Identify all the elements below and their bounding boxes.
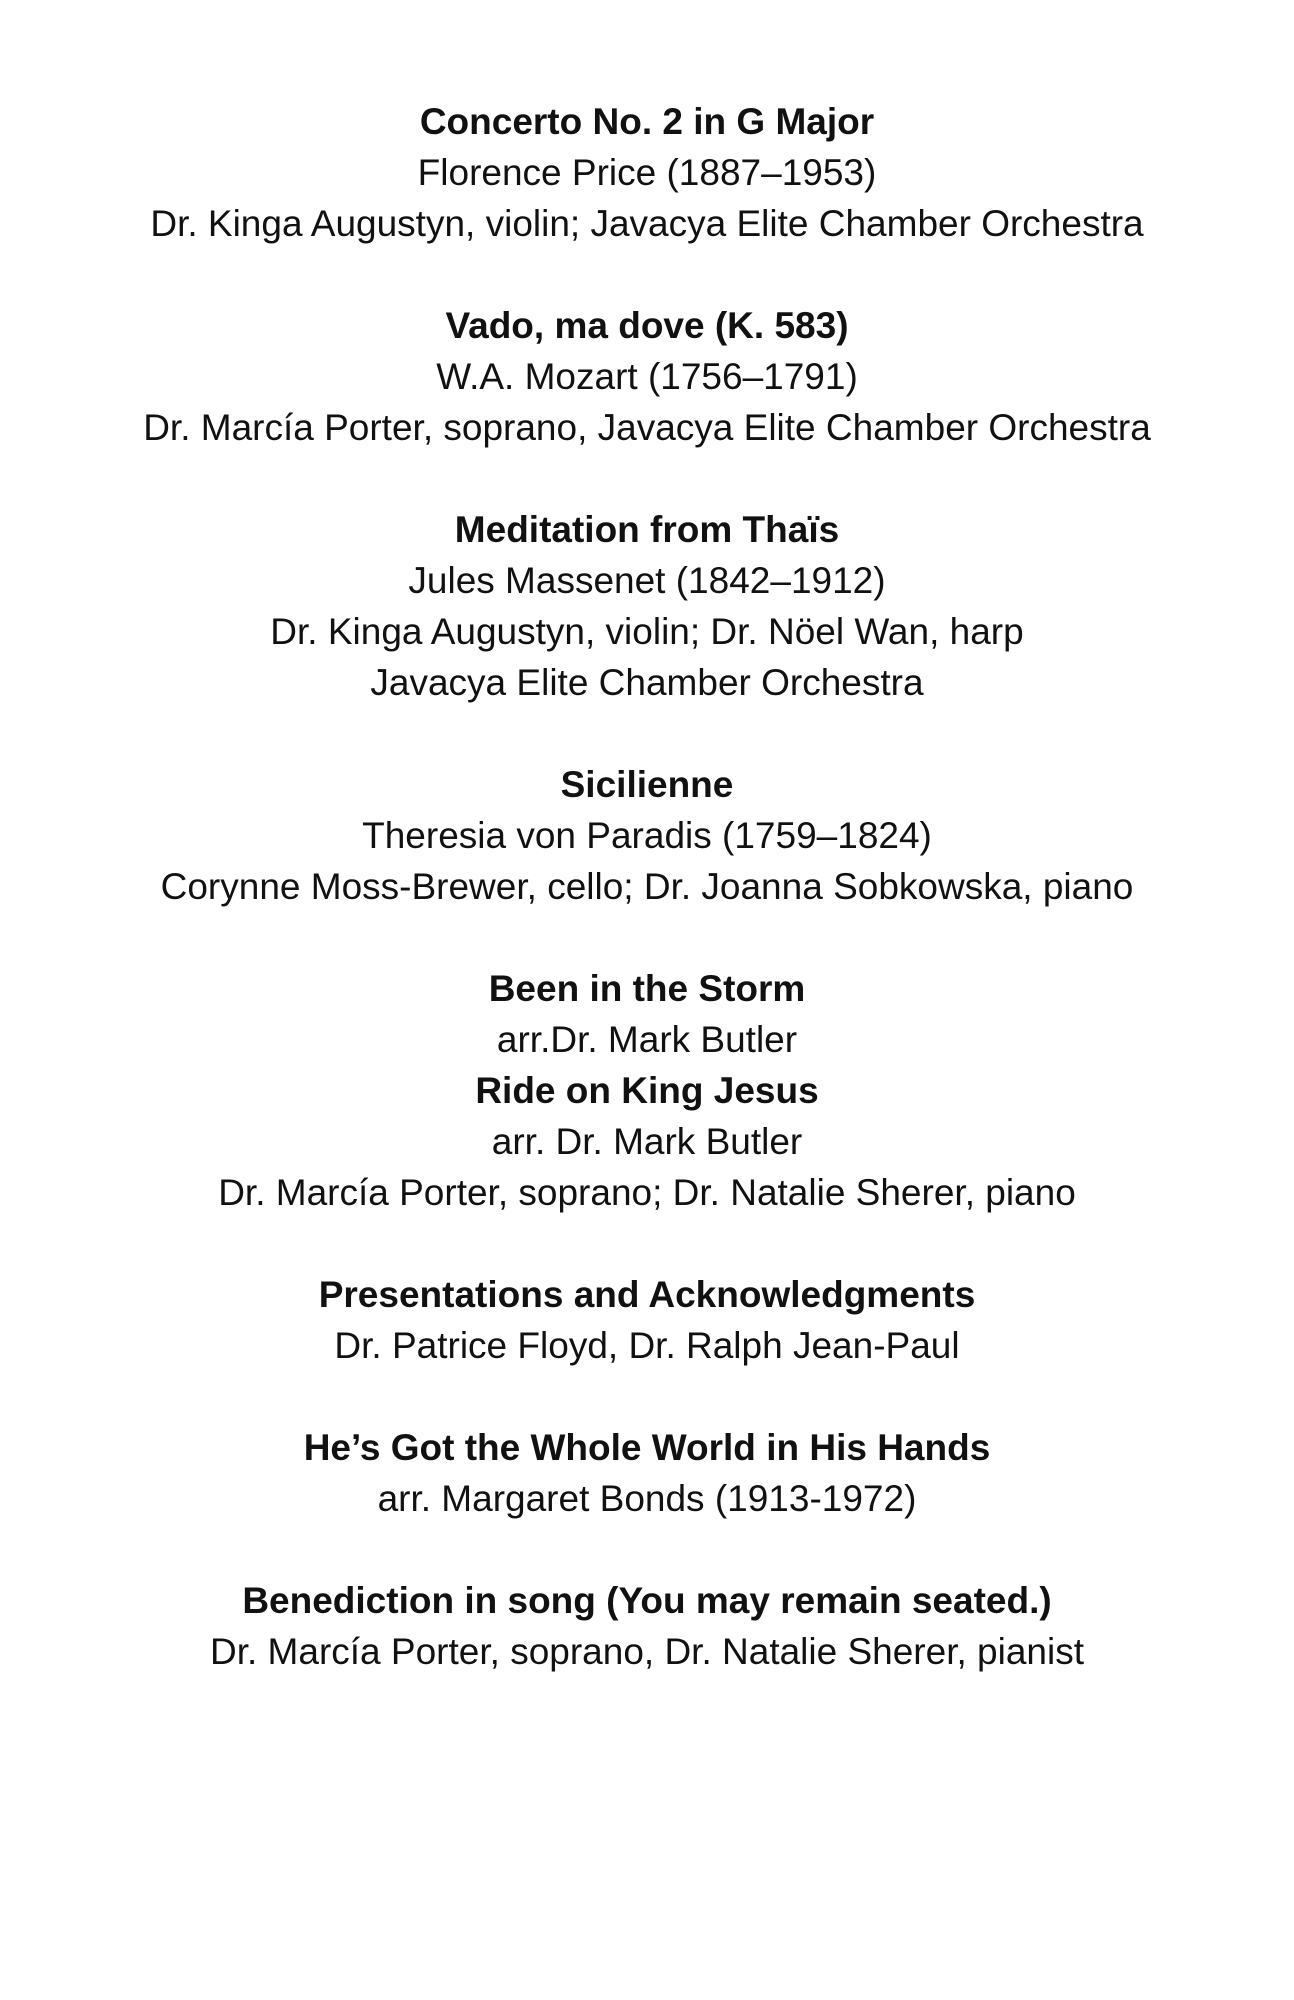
arranger-second: arr. Dr. Mark Butler — [491, 1121, 803, 1162]
arranger: arr.Dr. Mark Butler — [496, 1019, 798, 1060]
program-item-benediction — [0, 1575, 1294, 1677]
piece-title: Sicilienne — [560, 764, 734, 805]
piece-title: Been in the Storm — [488, 968, 806, 1009]
program-item-spirituals — [0, 963, 1294, 1218]
program-item-vado-ma-dove — [0, 300, 1294, 453]
program-item-sicilienne — [0, 759, 1294, 912]
arranger: arr. Margaret Bonds (1913-1972) — [377, 1478, 917, 1519]
composer: Theresia von Paradis (1759–1824) — [362, 815, 932, 856]
performers-ensemble: Javacya Elite Chamber Orchestra — [370, 662, 924, 703]
program-item-presentations — [0, 1269, 1294, 1371]
piece-title-second: Ride on King Jesus — [475, 1070, 819, 1111]
composer: Jules Massenet (1842–1912) — [408, 560, 886, 601]
presenters: Dr. Patrice Floyd, Dr. Ralph Jean-Paul — [334, 1325, 960, 1366]
piece-title: Benediction in song (You may remain seated.) — [242, 1580, 1052, 1621]
performers: Dr. Kinga Augustyn, violin; Javacya Elite Chamber Orchestra — [150, 203, 1144, 244]
performers: Corynne Moss-Brewer, cello; Dr. Joanna Sobkowska, piano — [160, 866, 1134, 907]
composer: Florence Price (1887–1953) — [417, 152, 877, 193]
piece-title: Vado, ma dove (K. 583) — [445, 305, 849, 346]
performers: Dr. Marcía Porter, soprano, Dr. Natalie Sherer, pianist — [210, 1631, 1084, 1672]
program-item-whole-world — [0, 1422, 1294, 1524]
piece-title: Presentations and Acknowledgments — [318, 1274, 976, 1315]
performers: Dr. Marcía Porter, soprano, Javacya Elite Chamber Orchestra — [143, 407, 1151, 448]
program-item-meditation — [0, 504, 1294, 708]
program-item-concerto — [0, 96, 1294, 249]
composer: W.A. Mozart (1756–1791) — [436, 356, 858, 397]
program-listing — [0, 96, 1294, 1728]
piece-title: Concerto No. 2 in G Major — [419, 101, 875, 142]
performers: Dr. Marcía Porter, soprano; Dr. Natalie Sherer, piano — [218, 1172, 1076, 1213]
performers: Dr. Kinga Augustyn, violin; Dr. Nöel Wan, harp — [270, 611, 1024, 652]
piece-title: Meditation from Thaïs — [454, 509, 840, 550]
piece-title: He’s Got the Whole World in His Hands — [303, 1427, 991, 1468]
